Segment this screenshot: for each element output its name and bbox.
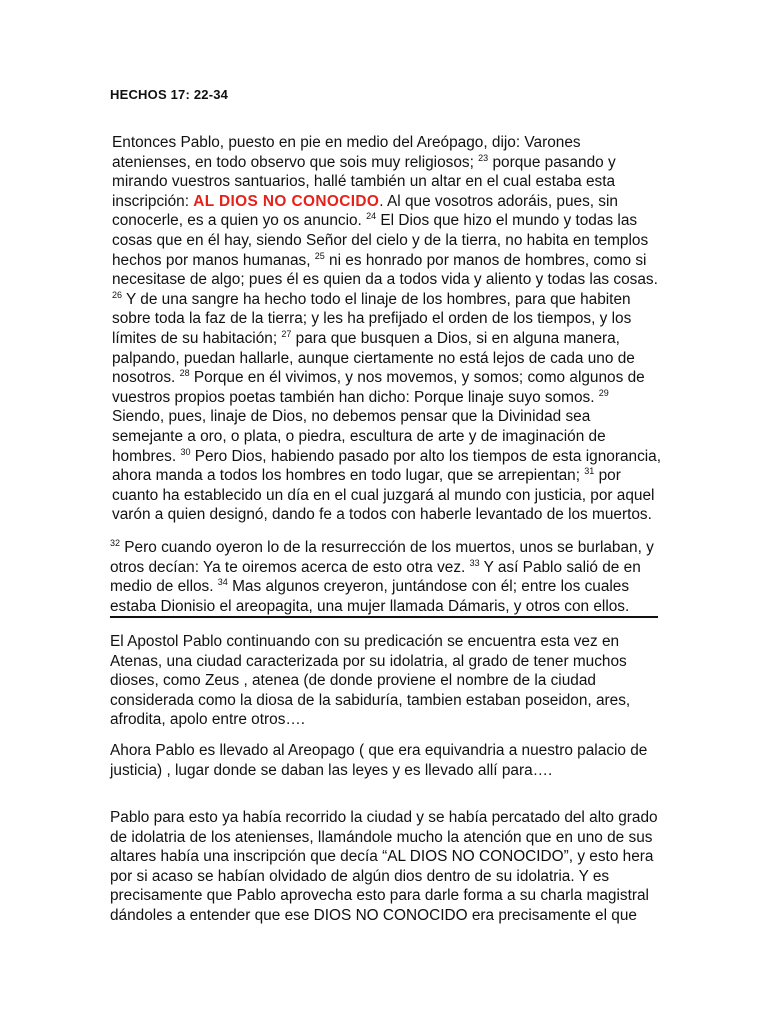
verse-number: 26 xyxy=(112,289,123,300)
text-run: . Al que vosotros adoráis, pues, sin conocerle, es a quien yo os anuncio. xyxy=(112,192,618,230)
commentary-paragraph-1: El Apostol Pablo continuando con su predicación se encuentra esta vez en Atenas, una ciudad caracterizada por su idolatria, al grado de tener muchos dioses, como Zeus , atenea (de donde proviene el nombre de la ciudad considerada como la diosa de la sabiduría, tambien estaban poseidon, ares, afrodita, apolo entre otros…. xyxy=(110,633,631,729)
scripture-paragraph-2 xyxy=(110,538,660,616)
text-run: Siendo, pues, linaje de Dios, no debemos pensar que la Divinidad sea semejante a oro, o plata, o piedra, escultura de arte y de imaginación de hombres. xyxy=(112,408,606,465)
inscription-highlight: AL DIOS NO CONOCIDO xyxy=(193,192,380,210)
verse-number: 25 xyxy=(314,250,325,261)
text-run: Y de una sangre ha hecho todo el linaje de los hombres, para que habiten sobre toda la faz de la tierra; y les ha prefijado el orden de los tiempos, y los límites de su habitación; xyxy=(112,290,632,347)
verse-number: 23 xyxy=(478,152,489,163)
text-run: Entonces Pablo, puesto en pie en medio del Areópago, dijo: Varones atenienses, en todo observo que sois muy religiosos; xyxy=(112,134,581,171)
verse-number: 32 xyxy=(110,538,121,548)
section-divider xyxy=(110,616,658,618)
scripture-paragraph-1 xyxy=(110,133,662,525)
text-run: por cuanto ha establecido un día en el cual juzgará al mundo con justicia, por aquel varón a quien designó, dando fe a todos con haberle levantado de los muertos. xyxy=(112,467,655,524)
text-run: Y así Pablo salió de en medio de ellos. xyxy=(110,558,641,596)
verse-number: 30 xyxy=(180,446,191,457)
text-run: Porque en él vivimos, y nos movemos, y somos; como algunos de vuestros propios poetas también han dicho: Porque linaje suyo somos. xyxy=(112,369,645,406)
page-title: HECHOS 17: 22-34 xyxy=(110,87,229,102)
verse-number: 28 xyxy=(179,368,190,379)
text-run: porque pasando y mirando vuestros santuarios, hallé también un altar en el cual estaba esta inscripción: xyxy=(112,153,616,210)
verse-number: 31 xyxy=(584,466,595,477)
verse-number: 24 xyxy=(366,211,377,222)
text-run: Mas algunos creyeron, juntándose con él; entre los cuales estaba Dionisio el areopagita, una mujer llamada Dámaris, y otros con ellos. xyxy=(110,578,630,615)
verse-number: 29 xyxy=(598,387,609,398)
commentary-paragraph-2: Ahora Pablo es llevado al Areopago ( que era equivandria a nuestro palacio de justicia) , lugar donde se daban las leyes y es llevado allí para…. xyxy=(110,742,648,779)
commentary-paragraph-3: Pablo para esto ya había recorrido la ciudad y se había percatado del alto grado de idolatria de los atenienses, llamándole mucho la atención que en uno de sus altares había una inscripción que decía “AL DIOS NO CONOCIDO”, y esto hera por si acaso se habían olvidado de algún dios dentro de su idolatria. Y es precisamente que Pablo aprovecha esto para darle forma a su charla magistral dándoles a entender que ese DIOS NO CONOCIDO era precisamente el que xyxy=(110,809,658,924)
verse-number: 27 xyxy=(281,328,292,339)
verse-number: 34 xyxy=(217,577,228,588)
text-run: Pero cuando oyeron lo de la resurrección de los muertos, unos se burlaban, y otros decían: Ya te oiremos acerca de esto otra vez. xyxy=(110,539,654,576)
text-run: ni es honrado por manos de hombres, como si necesitase de algo; pues él es quien da a todos vida y aliento y todas las cosas. xyxy=(112,251,658,289)
text-run: El Dios que hizo el mundo y todas las cosas que en él hay, siendo Señor del cielo y de la tierra, no habita en templos hechos por manos humanas, xyxy=(112,212,649,269)
text-run: para que busquen a Dios, si en alguna manera, palpando, puedan hallarle, aunque ciertamente no está lejos de cada uno de nosotros. xyxy=(112,329,635,387)
text-run: Pero Dios, habiendo pasado por alto los tiempos de esta ignorancia, ahora manda a todos los hombres en todo lugar, que se arrepientan; xyxy=(112,447,662,485)
verse-number: 33 xyxy=(469,557,480,568)
